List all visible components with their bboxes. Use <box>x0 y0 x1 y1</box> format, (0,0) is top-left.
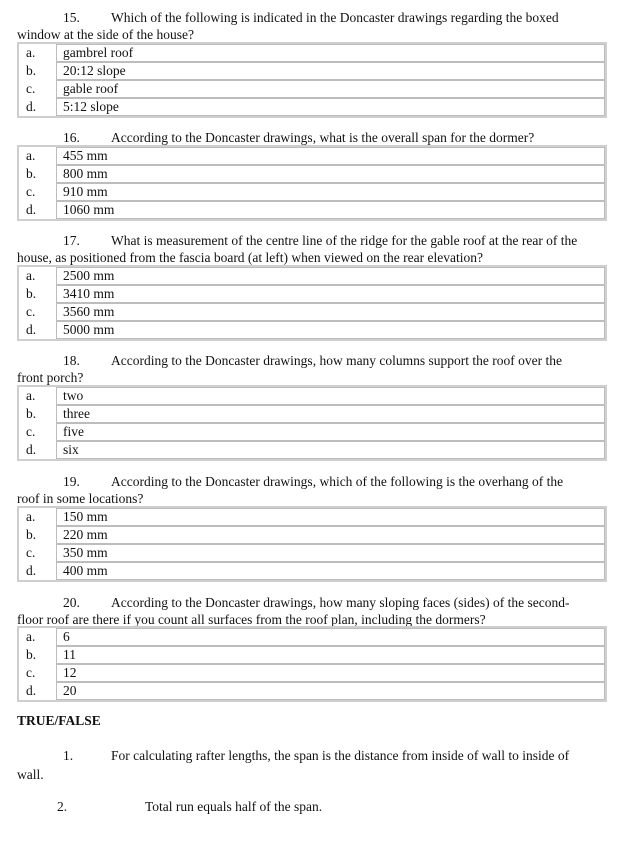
question-text-continued: window at the side of the house? <box>17 27 194 42</box>
item-number: 1. <box>63 748 74 763</box>
option-d[interactable] <box>19 321 605 339</box>
option-letter: a. <box>26 629 36 644</box>
option-letter: c. <box>26 545 36 560</box>
option-c[interactable] <box>19 664 605 682</box>
answer-options <box>17 506 607 582</box>
option-letter: d. <box>26 563 37 578</box>
option-b[interactable] <box>19 285 605 303</box>
answer-options <box>17 145 607 221</box>
question-text: According to the Doncaster drawings, how many columns support the roof over the <box>111 353 563 368</box>
option-text: 20:12 slope <box>56 62 605 80</box>
option-b[interactable] <box>19 646 605 664</box>
option-letter: a. <box>26 268 36 283</box>
option-letter: b. <box>26 166 37 181</box>
option-d[interactable] <box>19 201 605 219</box>
question-20 <box>17 594 617 628</box>
option-text: 5000 mm <box>56 321 605 339</box>
option-c[interactable] <box>19 544 605 562</box>
section-heading: TRUE/FALSE <box>17 713 101 728</box>
option-b[interactable] <box>19 165 605 183</box>
question-16 <box>17 129 617 146</box>
option-text: 20 <box>56 682 605 700</box>
option-a[interactable] <box>19 508 605 526</box>
option-a[interactable] <box>19 147 605 165</box>
option-letter: a. <box>26 509 36 524</box>
option-b[interactable] <box>19 405 605 423</box>
question-17 <box>17 232 617 266</box>
option-letter: b. <box>26 63 37 78</box>
option-text: 5:12 slope <box>56 98 605 116</box>
option-letter: a. <box>26 45 36 60</box>
option-letter: b. <box>26 647 37 662</box>
option-letter: d. <box>26 99 37 114</box>
item-number: 2. <box>57 799 68 814</box>
option-letter: a. <box>26 148 36 163</box>
item-text: Total run equals half of the span. <box>145 799 323 814</box>
question-number: 16. <box>63 130 80 145</box>
answer-options <box>17 265 607 341</box>
answer-options <box>17 385 607 461</box>
option-d[interactable] <box>19 682 605 700</box>
option-letter: a. <box>26 388 36 403</box>
option-d[interactable] <box>19 98 605 116</box>
option-text: two <box>56 387 605 405</box>
option-text: 800 mm <box>56 165 605 183</box>
answer-options <box>17 626 607 702</box>
option-letter: d. <box>26 202 37 217</box>
question-text: What is measurement of the centre line of the ridge for the gable roof at the rear of the <box>111 233 578 248</box>
option-c[interactable] <box>19 183 605 201</box>
option-text: 455 mm <box>56 147 605 165</box>
option-a[interactable] <box>19 387 605 405</box>
option-text: 150 mm <box>56 508 605 526</box>
item-text-continued: wall. <box>17 767 44 782</box>
option-text: 3410 mm <box>56 285 605 303</box>
option-c[interactable] <box>19 423 605 441</box>
option-a[interactable] <box>19 628 605 646</box>
option-letter: d. <box>26 442 37 457</box>
question-text-continued: roof in some locations? <box>17 491 144 506</box>
question-15 <box>17 9 617 43</box>
option-a[interactable] <box>19 267 605 285</box>
answer-options <box>17 42 607 118</box>
question-number: 20. <box>63 595 80 610</box>
option-text: 12 <box>56 664 605 682</box>
question-number: 18. <box>63 353 80 368</box>
question-number: 15. <box>63 10 80 25</box>
question-text-continued: floor roof are there if you count all surfaces from the roof plan, including the dormers? <box>17 612 486 627</box>
option-letter: c. <box>26 304 36 319</box>
question-text-continued: front porch? <box>17 370 84 385</box>
question-19 <box>17 473 617 507</box>
option-text: 910 mm <box>56 183 605 201</box>
option-text: six <box>56 441 605 459</box>
option-letter: b. <box>26 527 37 542</box>
option-text: 350 mm <box>56 544 605 562</box>
question-text: According to the Doncaster drawings, what is the overall span for the dormer? <box>111 130 535 145</box>
option-letter: c. <box>26 184 36 199</box>
question-text: Which of the following is indicated in the Doncaster drawings regarding the boxed <box>111 10 559 25</box>
option-text: 400 mm <box>56 562 605 580</box>
question-text-continued: house, as positioned from the fascia board (at left) when viewed on the rear elevation? <box>17 250 483 265</box>
question-number: 17. <box>63 233 80 248</box>
option-text: 6 <box>56 628 605 646</box>
option-c[interactable] <box>19 80 605 98</box>
option-c[interactable] <box>19 303 605 321</box>
option-letter: c. <box>26 665 36 680</box>
option-letter: d. <box>26 322 37 337</box>
question-18 <box>17 352 617 386</box>
option-text: 3560 mm <box>56 303 605 321</box>
true-false-item-2 <box>17 798 617 815</box>
option-text: five <box>56 423 605 441</box>
option-text: gable roof <box>56 80 605 98</box>
option-d[interactable] <box>19 441 605 459</box>
true-false-item-1 <box>17 747 617 783</box>
option-text: 220 mm <box>56 526 605 544</box>
option-letter: c. <box>26 81 36 96</box>
question-text: According to the Doncaster drawings, which of the following is the overhang of the <box>111 474 564 489</box>
option-b[interactable] <box>19 526 605 544</box>
option-letter: d. <box>26 683 37 698</box>
option-text: gambrel roof <box>56 44 605 62</box>
option-letter: c. <box>26 424 36 439</box>
option-text: 2500 mm <box>56 267 605 285</box>
option-text: three <box>56 405 605 423</box>
option-text: 11 <box>56 646 605 664</box>
option-letter: b. <box>26 406 37 421</box>
option-d[interactable] <box>19 562 605 580</box>
option-letter: b. <box>26 286 37 301</box>
option-b[interactable] <box>19 62 605 80</box>
option-text: 1060 mm <box>56 201 605 219</box>
question-number: 19. <box>63 474 80 489</box>
question-text: According to the Doncaster drawings, how many sloping faces (sides) of the second- <box>111 595 570 610</box>
option-a[interactable] <box>19 44 605 62</box>
item-text: For calculating rafter lengths, the span is the distance from inside of wall to inside of <box>111 748 570 763</box>
